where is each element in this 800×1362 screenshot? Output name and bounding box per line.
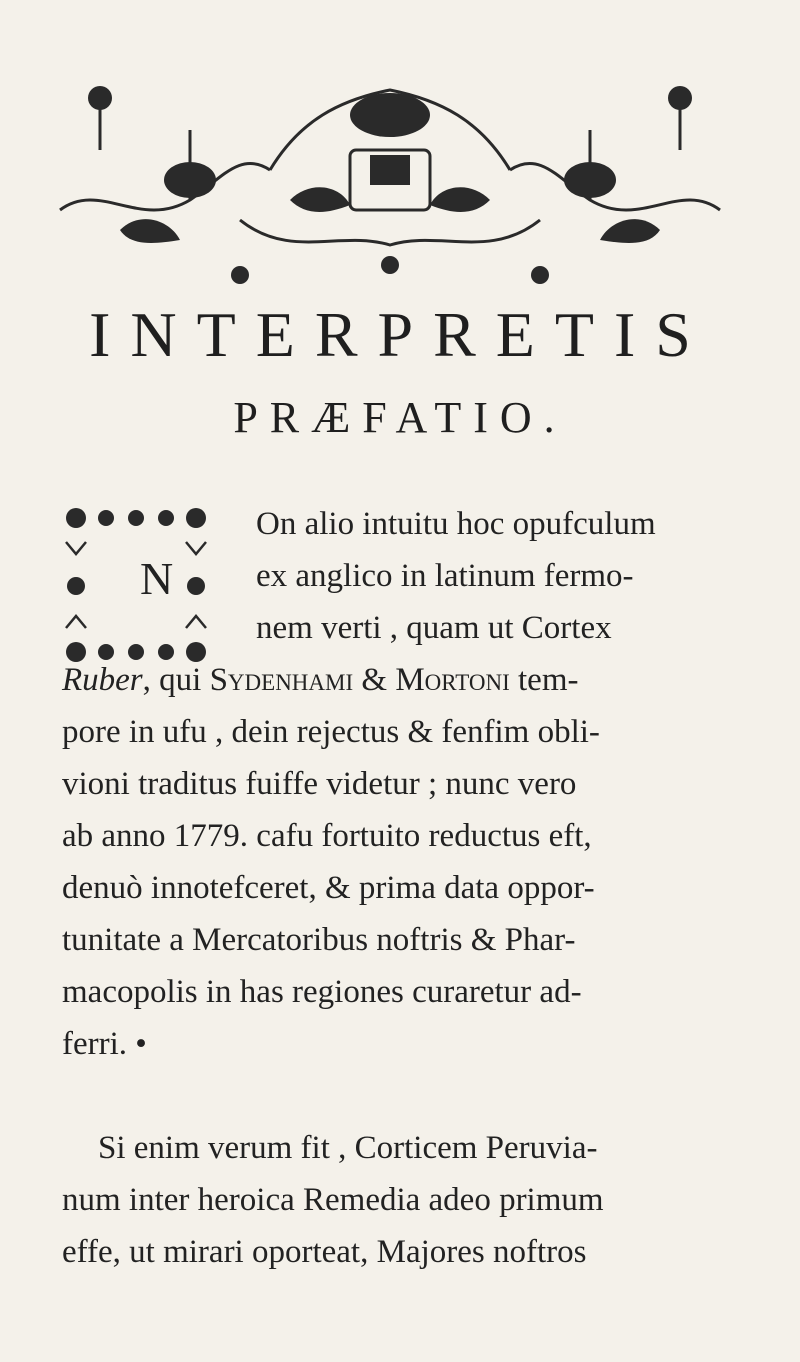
text-line: macopolis in has regiones curaretur ad- [62, 974, 582, 1010]
initial-letter: N [140, 553, 174, 604]
page-subtitle: PRÆFATIO. [233, 393, 567, 442]
text-fragment: & [353, 662, 396, 698]
page-title: INTERPRETIS [89, 299, 711, 370]
ornamental-initial [62, 502, 252, 670]
ornamental-headpiece [40, 60, 740, 290]
proper-name: Mortoni [395, 662, 510, 698]
text-line: ab anno 1779. cafu fortuito reductus eft, [62, 818, 592, 854]
text-line: denuò innotefceret, & prima data oppor- [62, 870, 595, 906]
text-line: tunitate a Mercatoribus noftris & Phar- [62, 922, 576, 958]
text-line: pore in ufu , dein rejectus & fenfim obli- [62, 714, 600, 750]
text-fragment: tem- [509, 662, 579, 698]
text-fragment: , qui [142, 662, 210, 698]
text-line: ferri. • [62, 1026, 147, 1062]
proper-name: Sydenhami [209, 662, 354, 698]
text-line: ex anglico in latinum fermo- [256, 558, 634, 594]
text-line: On alio intuitu hoc opufculum [256, 506, 656, 542]
text-line: Si enim verum fit , Corticem Peruvia- [98, 1130, 598, 1166]
text-line: vioni traditus fuiffe videtur ; nunc vero [62, 766, 577, 802]
text-line: effe, ut mirari oporteat, Majores noftros [62, 1234, 587, 1270]
text-line: nem verti , quam ut Cortex [256, 610, 612, 646]
text-line [62, 662, 578, 699]
text-line: num inter heroica Remedia adeo primum [62, 1182, 604, 1218]
italic-word: Ruber [62, 662, 143, 698]
